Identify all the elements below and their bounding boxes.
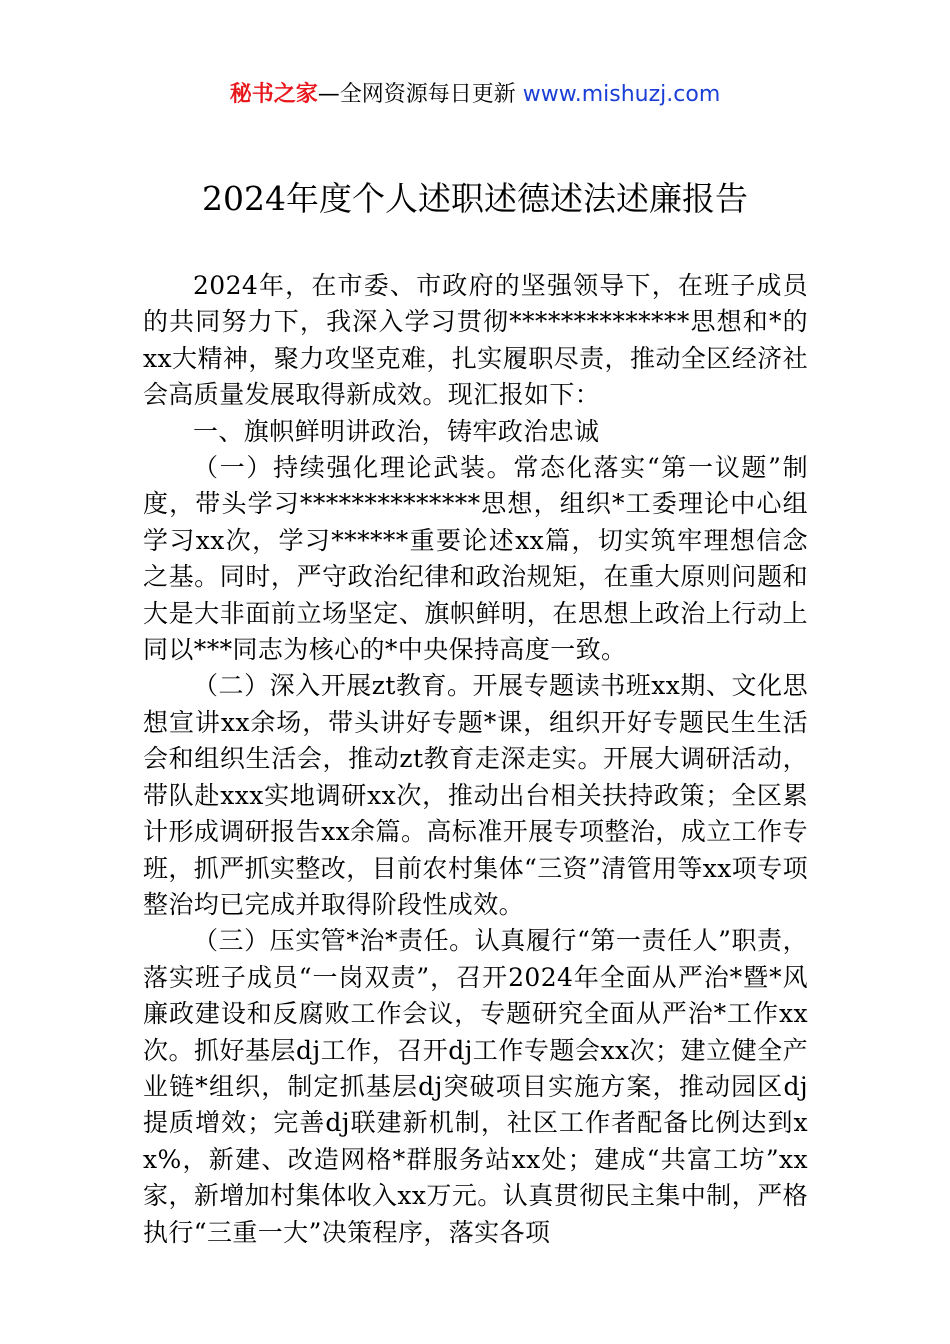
site-url-link[interactable]: www.mishuzj.com — [522, 82, 721, 107]
document-title: 2024年度个人述职述德述法述廉报告 — [202, 179, 748, 218]
document-body — [143, 268, 808, 1251]
intro-paragraph: 2024年，在市委、市政府的坚强领导下，在班子成员的共同努力下，我深入学习贯彻**************思想和*的xx大精神，聚力攻坚克难，扎实履职尽责，推动全区经济社会高质量发展取得新成效。现汇报如下： — [143, 271, 808, 410]
site-header — [0, 80, 950, 110]
body-paragraph: （二）深入开展zt教育。开展专题读书班xx期、文化思想宣讲xx余场，带头讲好专题*课，组织开好专题民生生活会和组织生活会，推动zt教育走深走实。开展大调研活动，带队赴xxx实地调研xx次，推动出台相关扶持政策；全区累计形成调研报告xx余篇。高标准开展专项整治，成立工作专班，抓严抓实整改，目前农村集体“三资”清管用等xx项专项整治均已完成并取得阶段性成效。 — [143, 671, 808, 919]
body-paragraph: （三）压实管*治*责任。认真履行“第一责任人”职责，落实班子成员“一岗双责”，召开2024年全面从严治*暨*风廉政建设和反腐败工作会议，专题研究全面从严治*工作xx次。抓好基层dj工作，召开dj工作专题会xx次；建立健全产业链*组织，制定抓基层dj突破项目实施方案，推动园区dj提质增效；完善dj联建新机制，社区工作者配备比例达到xx%，新建、改造网格*群服务站xx处；建成“共富工坊”xx家，新增加村集体收入xx万元。认真贯彻民主集中制，严格执行“三重一大”决策程序，落实各项 — [143, 926, 808, 1247]
site-tagline: —全网资源每日更新 — [317, 82, 523, 107]
site-brand: 秘书之家 — [229, 82, 318, 107]
section-heading: 一、旗帜鲜明讲政治，铸牢政治忠诚 — [193, 416, 600, 446]
body-paragraph: （一）持续强化理论武装。常态化落实“第一议题”制度，带头学习**************思想，组织*工委理论中心组学习xx次，学习******重要论述xx篇，切实筑牢理想信念之基。同时，严守政治纪律和政治规矩，在重大原则问题和大是大非面前立场坚定、旗帜鲜明，在思想上政治上行动上同以***同志为核心的*中央保持高度一致。 — [143, 453, 808, 665]
